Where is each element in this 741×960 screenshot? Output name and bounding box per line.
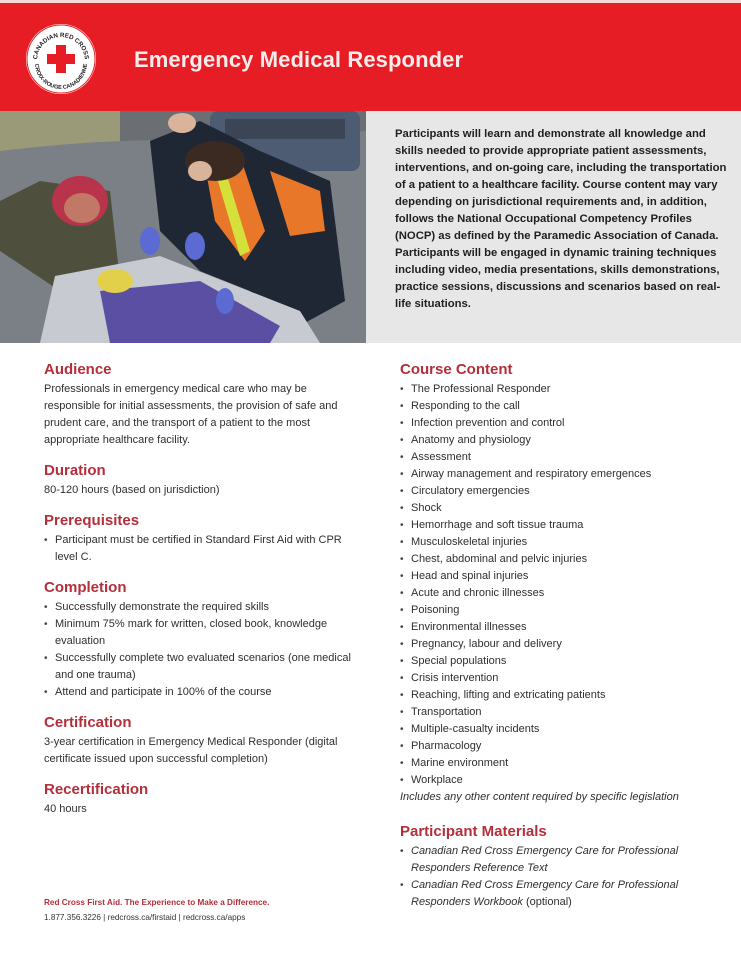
list-item: • Participant must be certified in Standard First Aid with CPR level C. bbox=[44, 532, 354, 566]
participant-materials-section bbox=[400, 822, 735, 911]
list-item: • Responding to the call bbox=[400, 398, 735, 415]
list-item: • Airway management and respiratory emergences bbox=[400, 466, 735, 483]
page-title: Emergency Medical Responder bbox=[134, 47, 464, 72]
participant-materials-list bbox=[400, 843, 735, 911]
course-content-note: Includes any other content required by specific legislation bbox=[400, 791, 679, 803]
audience-text: Professionals in emergency medical care who may be responsible for initial assessments, the provision of safe and prudent care, and the transport of a patient to the most appropriate healthcare facility. bbox=[44, 383, 338, 446]
intro-description: Participants will learn and demonstrate all knowledge and skills needed to provide appropriate patient assessments, interventions, and on-going care, including the transportation of a patient to a healthcare facility. Course content may vary depending on jurisdictional requirements and, in addition, follows the National Occupational Competency Profiles (NOCP) as defined by the Paramedic Association of Canada. Participants will be engaged in dynamic training techniques including video, media presentations, skills demonstrations, practice sessions, discussions and scenarios based on real-life situations. bbox=[395, 128, 727, 310]
completion-heading: Completion bbox=[44, 579, 127, 596]
prerequisites-heading: Prerequisites bbox=[44, 512, 140, 529]
prerequisites-section bbox=[44, 511, 354, 566]
certification-heading: Certification bbox=[44, 714, 132, 731]
red-cross-icon bbox=[25, 23, 97, 95]
duration-text: 80-120 hours (based on jurisdiction) bbox=[44, 484, 220, 496]
list-item: • Reaching, lifting and extricating patients bbox=[400, 687, 735, 704]
duration-heading: Duration bbox=[44, 462, 106, 479]
list-item: • Head and spinal injuries bbox=[400, 568, 735, 585]
course-content-section bbox=[400, 360, 735, 806]
logo-bottom-text: CROIX-ROUGE CANADIENNE bbox=[32, 63, 90, 92]
list-item: • Marine environment bbox=[400, 755, 735, 772]
list-item: • Chest, abdominal and pelvic injuries bbox=[400, 551, 735, 568]
material-suffix: (optional) bbox=[522, 896, 572, 908]
participant-materials-heading: Participant Materials bbox=[400, 823, 547, 840]
list-item: • Pregnancy, labour and delivery bbox=[400, 636, 735, 653]
list-item: • Workplace bbox=[400, 772, 735, 789]
list-item bbox=[400, 877, 735, 911]
left-column bbox=[44, 360, 354, 830]
recertification-heading: Recertification bbox=[44, 781, 149, 798]
logo-top-text: CANADIAN RED CROSS bbox=[32, 31, 90, 60]
recertification-text: 40 hours bbox=[44, 803, 87, 815]
course-content-heading: Course Content bbox=[400, 361, 513, 378]
list-item: • Hemorrhage and soft tissue trauma bbox=[400, 517, 735, 534]
list-item: • Crisis intervention bbox=[400, 670, 735, 687]
footer-contact: 1.877.356.3226 | redcross.ca/firstaid | redcross.ca/apps bbox=[44, 913, 246, 922]
list-item: • Multiple-casualty incidents bbox=[400, 721, 735, 738]
right-column bbox=[400, 360, 735, 923]
list-item: • Minimum 75% mark for written, closed book, knowledge evaluation bbox=[44, 616, 354, 650]
list-item: • Circulatory emergencies bbox=[400, 483, 735, 500]
list-item: • Environmental illnesses bbox=[400, 619, 735, 636]
course-content-list bbox=[400, 381, 735, 789]
list-item: • Infection prevention and control bbox=[400, 415, 735, 432]
material-title: Canadian Red Cross Emergency Care for Professional Responders Workbook bbox=[411, 879, 679, 908]
footer-tagline: Red Cross First Aid. The Experience to Make a Difference. bbox=[44, 898, 270, 907]
list-item: • Poisoning bbox=[400, 602, 735, 619]
certification-section bbox=[44, 713, 354, 768]
duration-section bbox=[44, 461, 354, 499]
list-item: • The Professional Responder bbox=[400, 381, 735, 398]
list-item: • Transportation bbox=[400, 704, 735, 721]
material-title: Canadian Red Cross Emergency Care for Professional Responders Reference Text bbox=[411, 845, 679, 874]
list-item: • Attend and participate in 100% of the course bbox=[44, 684, 354, 701]
list-item bbox=[400, 843, 735, 877]
audience-heading: Audience bbox=[44, 361, 112, 378]
prerequisites-list bbox=[44, 532, 354, 566]
photo-icon bbox=[0, 111, 366, 343]
list-item: • Special populations bbox=[400, 653, 735, 670]
recertification-section bbox=[44, 780, 354, 818]
list-item: • Successfully demonstrate the required skills bbox=[44, 599, 354, 616]
hero-photo bbox=[0, 111, 366, 343]
footer bbox=[44, 897, 364, 924]
list-item: • Successfully complete two evaluated scenarios (one medical and one trauma) bbox=[44, 650, 354, 684]
red-cross-logo bbox=[25, 23, 97, 95]
list-item: • Assessment bbox=[400, 449, 735, 466]
certification-text: 3-year certification in Emergency Medical Responder (digital certificate issued upon successful completion) bbox=[44, 736, 338, 765]
list-item: • Shock bbox=[400, 500, 735, 517]
list-item: • Anatomy and physiology bbox=[400, 432, 735, 449]
audience-section bbox=[44, 360, 354, 449]
list-item: • Acute and chronic illnesses bbox=[400, 585, 735, 602]
completion-list bbox=[44, 599, 354, 701]
list-item: • Pharmacology bbox=[400, 738, 735, 755]
header-banner bbox=[0, 3, 741, 111]
list-item: • Musculoskeletal injuries bbox=[400, 534, 735, 551]
completion-section bbox=[44, 578, 354, 701]
